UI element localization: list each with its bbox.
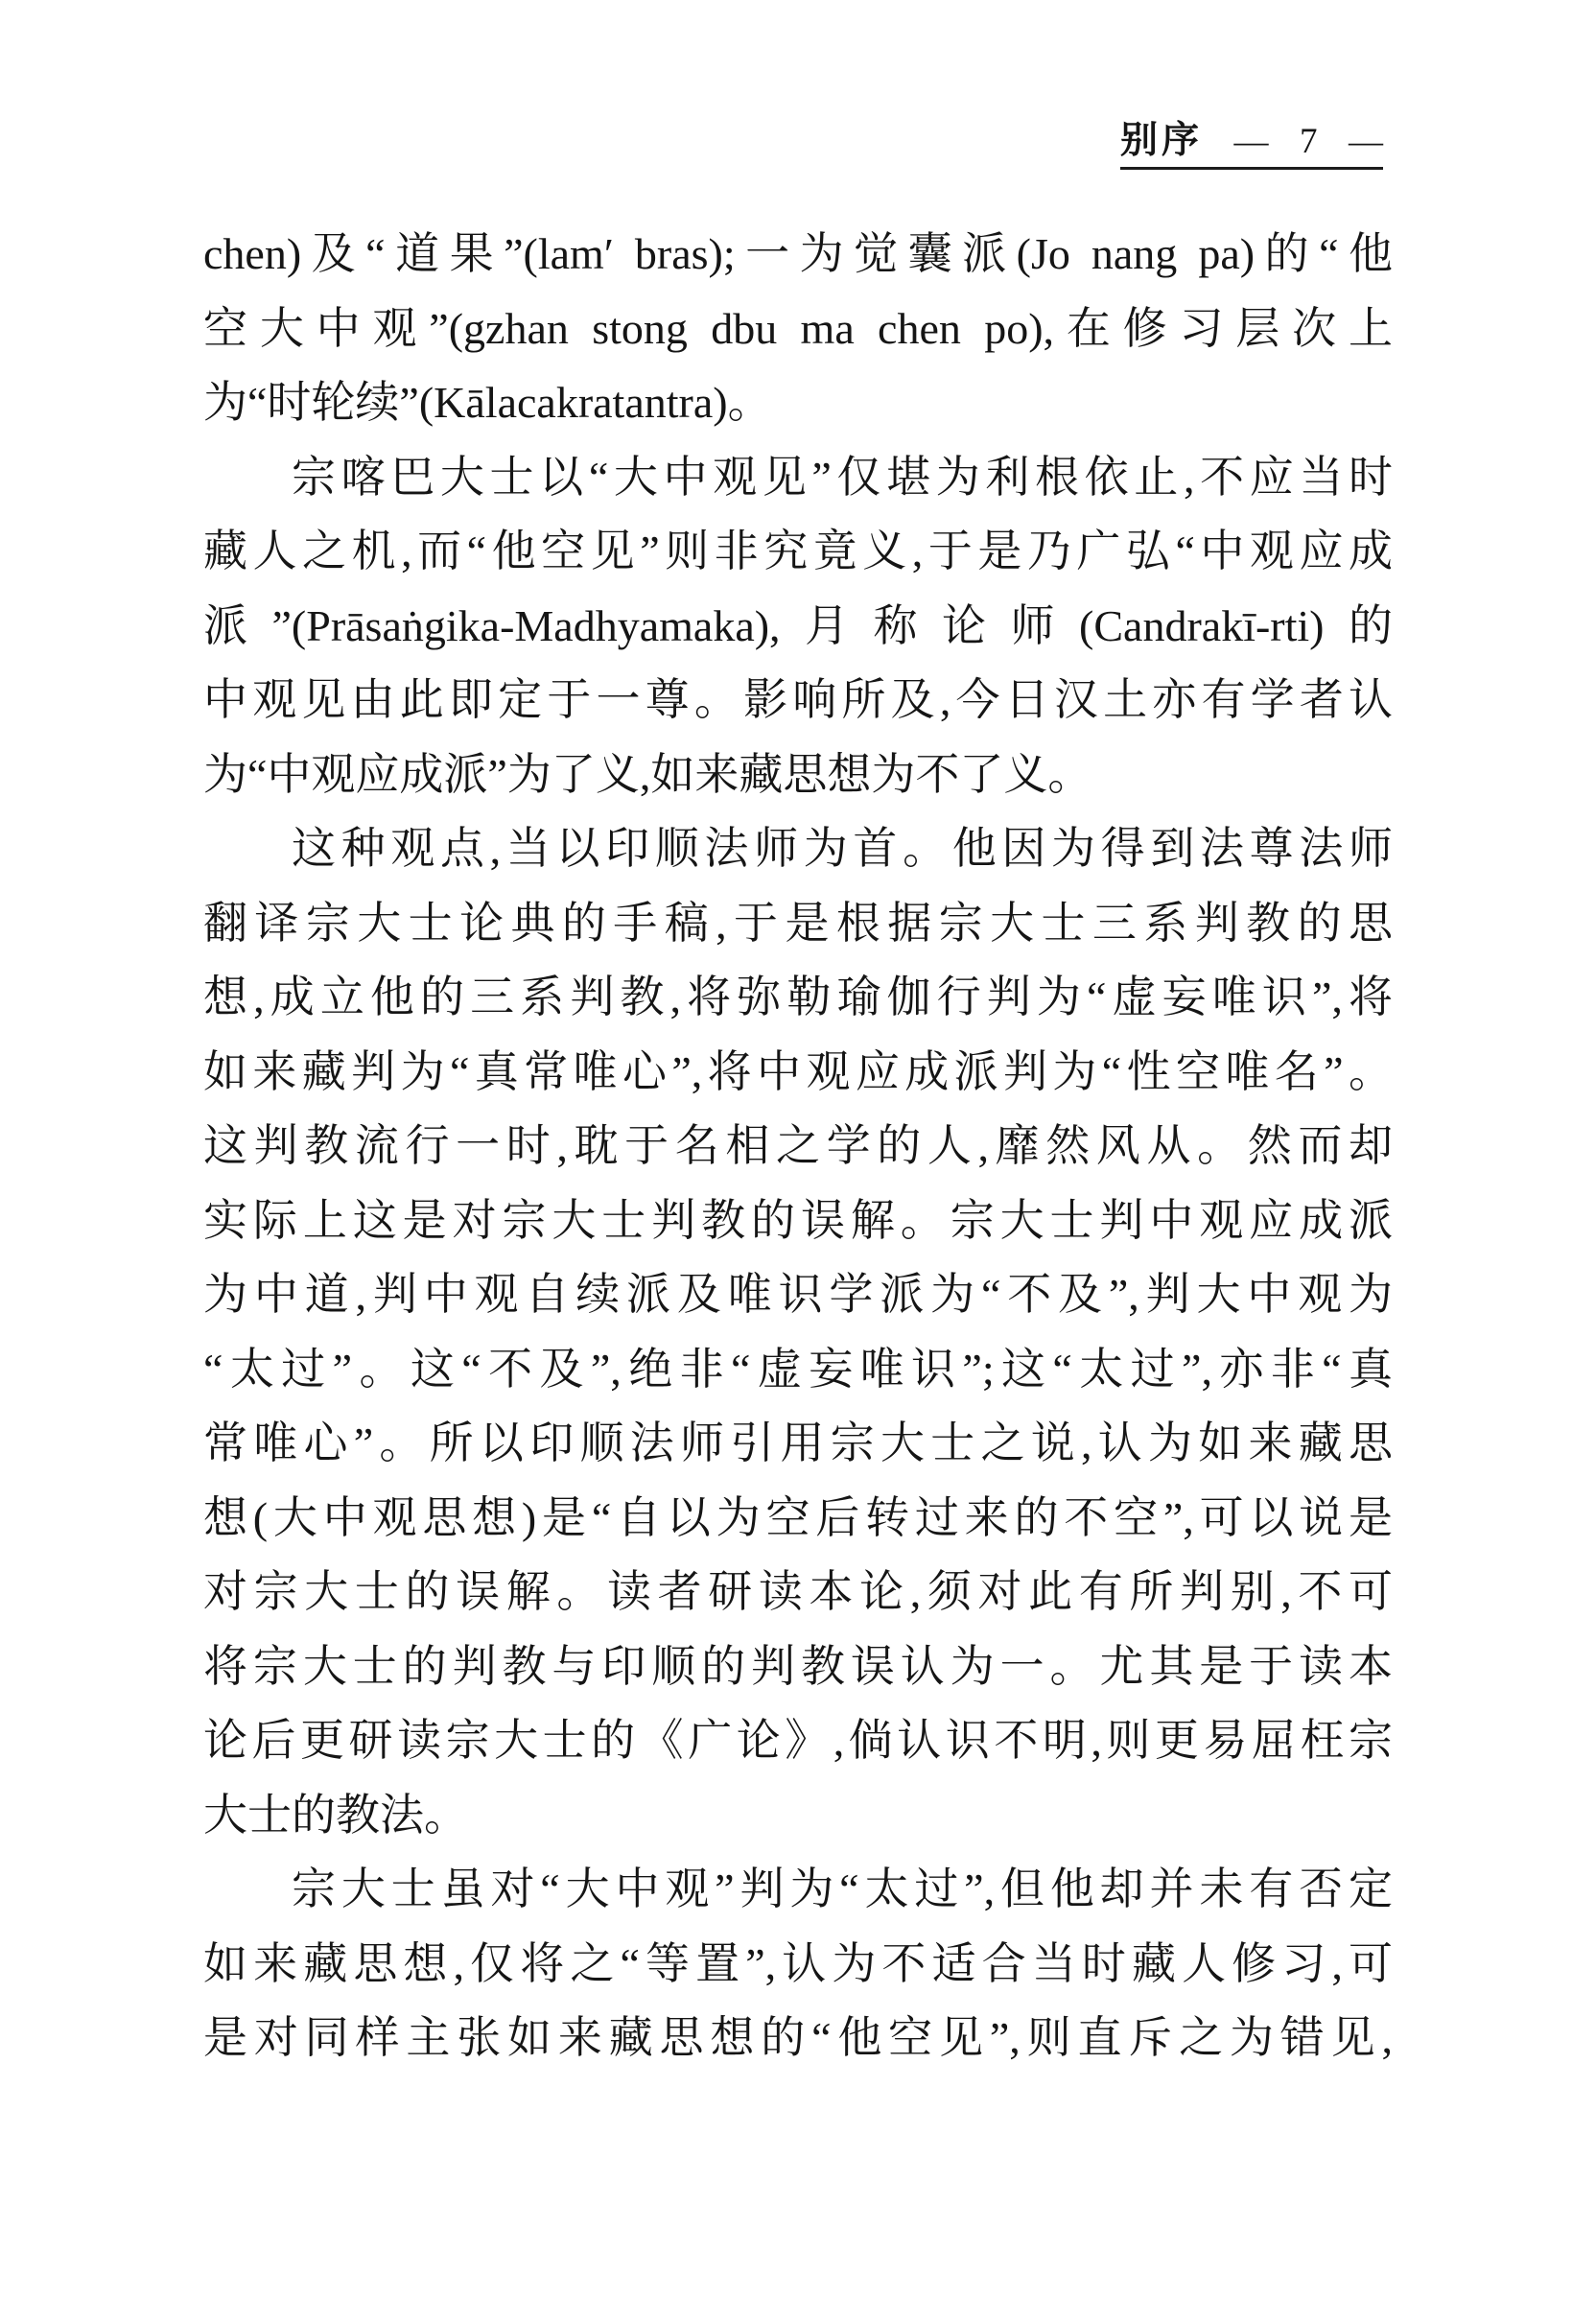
text-line: 是对同样主张如来藏思想的“他空见”,则直斥之为错见, [203,2013,1393,2062]
text-line: 这种观点,当以印顺法师为首。他因为得到法尊法师 [292,824,1393,873]
text-line: 常唯心”。所以印顺法师引用宗大士之说,认为如来藏思 [203,1419,1393,1467]
text-line: 中观见由此即定于一尊。影响所及,今日汉土亦有学者认 [203,675,1393,724]
text-line: 派”(Prāsaṅgika-Madhyamaka),月称论师(Candrakī-rti)的 [203,600,1393,650]
text-line: 大士的教法。 [203,1790,468,1840]
text-line: 如来藏判为“真常唯心”,将中观应成派判为“性空唯名”。 [203,1046,1393,1096]
body-text [203,217,1393,2075]
text-line: 将宗大士的判教与印顺的判教误认为一。尤其是于读本 [203,1641,1393,1691]
text-line: 空大中观”(gzhan stong dbu ma chen po),在修习层次上 [203,303,1393,353]
running-header [1120,119,1383,170]
section-title: 别序 [1120,120,1204,161]
text-line: 实际上这是对宗大士判教的误解。宗大士判中观应成派 [203,1195,1393,1245]
header-dash-left: — [1233,122,1269,160]
text-line: 想,成立他的三系判教,将弥勒瑜伽行判为“虚妄唯识”,将 [203,973,1393,1021]
text-line: 藏人之机,而“他空见”则非究竟义,于是乃广弘“中观应成 [203,527,1393,575]
header-dash-right: — [1348,122,1383,160]
text-line: 为“中观应成派”为了义,如来藏思想为不了义。 [203,749,1092,799]
text-line: 宗喀巴大士以“大中观见”仅堪为利根依止,不应当时 [292,452,1393,502]
text-line: 想(大中观思想)是“自以为空后转过来的不空”,可以说是 [203,1492,1393,1542]
text-line: 宗大士虽对“大中观”判为“太过”,但他却并未有否定 [292,1864,1393,1913]
text-line: 论后更研读宗大士的《广论》,倘认识不明,则更易屈枉宗 [203,1716,1393,1765]
text-line: “太过”。这“不及”,绝非“虚妄唯识”;这“太过”,亦非“真 [203,1344,1393,1394]
text-line: 这判教流行一时,耽于名相之学的人,靡然风从。然而却 [203,1121,1393,1170]
text-line: 对宗大士的误解。读者研读本论,须对此有所判别,不可 [203,1567,1393,1616]
text-line: 如来藏思想,仅将之“等置”,认为不适合当时藏人修习,可 [203,1938,1393,1988]
text-line: 为中道,判中观自续派及唯识学派为“不及”,判大中观为 [203,1270,1393,1319]
text-line: 翻译宗大士论典的手稿,于是根据宗大士三系判教的思 [203,898,1393,948]
text-line: chen)及“道果”(lam′ bras);一为觉囊派(Jo nang pa)的“他 [203,229,1393,278]
page-number: 7 [1299,122,1318,161]
text-line: 为“时轮续”(Kālacakratantra)。 [203,378,772,427]
